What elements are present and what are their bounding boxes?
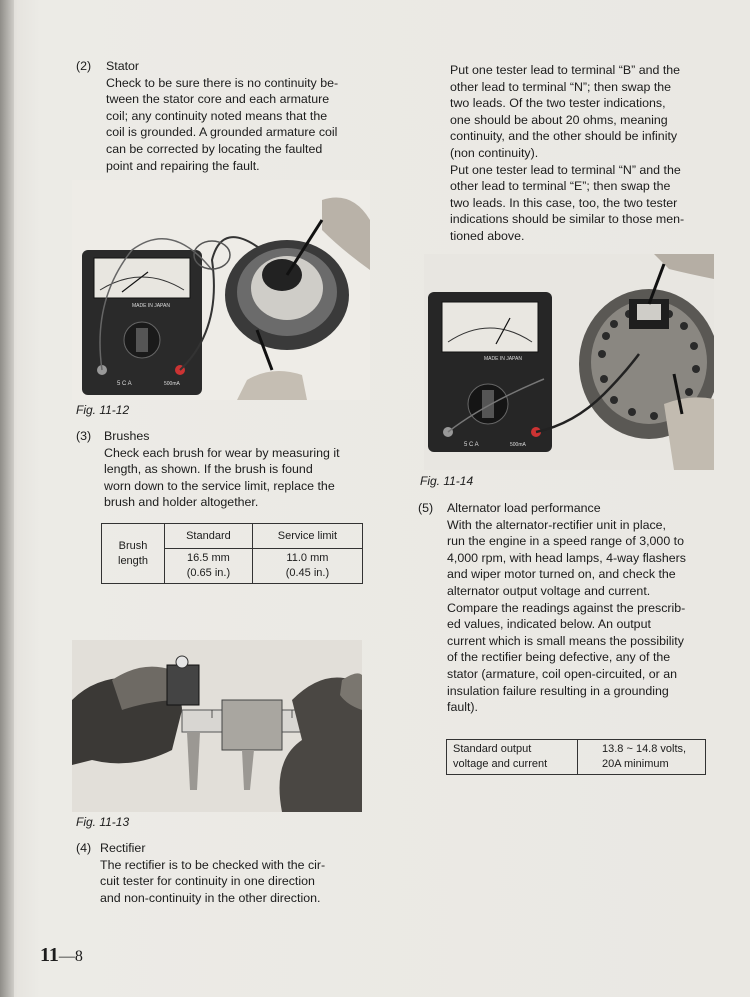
page-number: 11—8: [40, 944, 83, 966]
service-limit-value: 11.0 mm (0.45 in.): [252, 549, 362, 584]
alternator-number: (5): [418, 501, 434, 515]
brush-spec-table: [101, 523, 363, 584]
output-spec-table: [446, 739, 706, 775]
fig-11-13-photo: [72, 640, 362, 812]
meter-range-text: 500mA: [164, 381, 180, 387]
meter2-range-text: 500mA: [510, 442, 526, 448]
fig-11-13-caption: Fig. 11-13: [76, 815, 130, 829]
service-limit-header: Service limit: [252, 524, 362, 549]
meter-brand-text: MADE IN JAPAN: [132, 303, 170, 309]
brush-length-label: Brush length: [102, 524, 165, 584]
output-spec-value: 13.8 ~ 14.8 volts, 20A minimum: [578, 740, 706, 775]
stator-number: (2): [76, 59, 92, 73]
standard-header: Standard: [165, 524, 253, 549]
meter2-brand-text: MADE IN JAPAN: [484, 356, 522, 362]
meter-scale-text: 5 C A: [117, 381, 132, 387]
fig-11-12-caption: Fig. 11-12: [76, 403, 130, 417]
stator-body: Check to be sure there is no continuity be- tween the stator core and each armature coil; any continuity noted means that the coil is grounded. A grounded armature coil can be corrected by locating the faulted point and repairing the fault.: [106, 75, 339, 173]
stator-heading: Stator: [106, 59, 140, 73]
fig-11-12-photo: [72, 180, 370, 400]
output-spec-label: Standard output voltage and current: [447, 740, 578, 775]
brushes-body: Check each brush for wear by measuring it length, as shown. If the brush is found worn down to the service limit, replace the brush and holder altogether.: [104, 445, 340, 510]
brushes-number: (3): [76, 429, 92, 443]
standard-value: 16.5 mm (0.65 in.): [165, 549, 253, 584]
alternator-heading: Alternator load performance: [447, 501, 601, 515]
rectifier-number: (4): [76, 841, 92, 855]
rectifier-heading: Rectifier: [100, 841, 146, 855]
fig-11-14-caption: Fig. 11-14: [420, 474, 474, 488]
meter2-scale-text: 5 C A: [464, 442, 479, 448]
fig-11-14-photo: [424, 254, 714, 470]
terminal-test-body: Put one tester lead to terminal “B” and the other lead to terminal “N”; then swap the two leads. Of the two tester indications, one should be about 20 ohms, meaning continuity, and the other should be infinity (non continuity). Put one tester lead to terminal “N” and the other lead to terminal “E”; then swap the two leads. In this case, too, the two tester indications should be similar to those men- tioned above.: [450, 63, 685, 243]
alternator-body: With the alternator-rectifier unit in place, run the engine in a speed range of 3,000 to 4,000 rpm, with head lamps, 4-way flashers and wiper motor turned on, and check the alternator output voltage and current. Compare the readings against the prescrib- ed values, indicated below. An output current which is small means the possibility of the rectifier being defective, any of the stator (armature, coil open-circuited, or an insulation failure resulting in a grounding fault).: [447, 517, 686, 715]
brushes-heading: Brushes: [104, 429, 150, 443]
page-binding-shadow: [0, 0, 14, 997]
rectifier-body: The rectifier is to be checked with the cir- cuit tester for continuity in one direction and non-continuity in the other direction.: [100, 857, 326, 905]
